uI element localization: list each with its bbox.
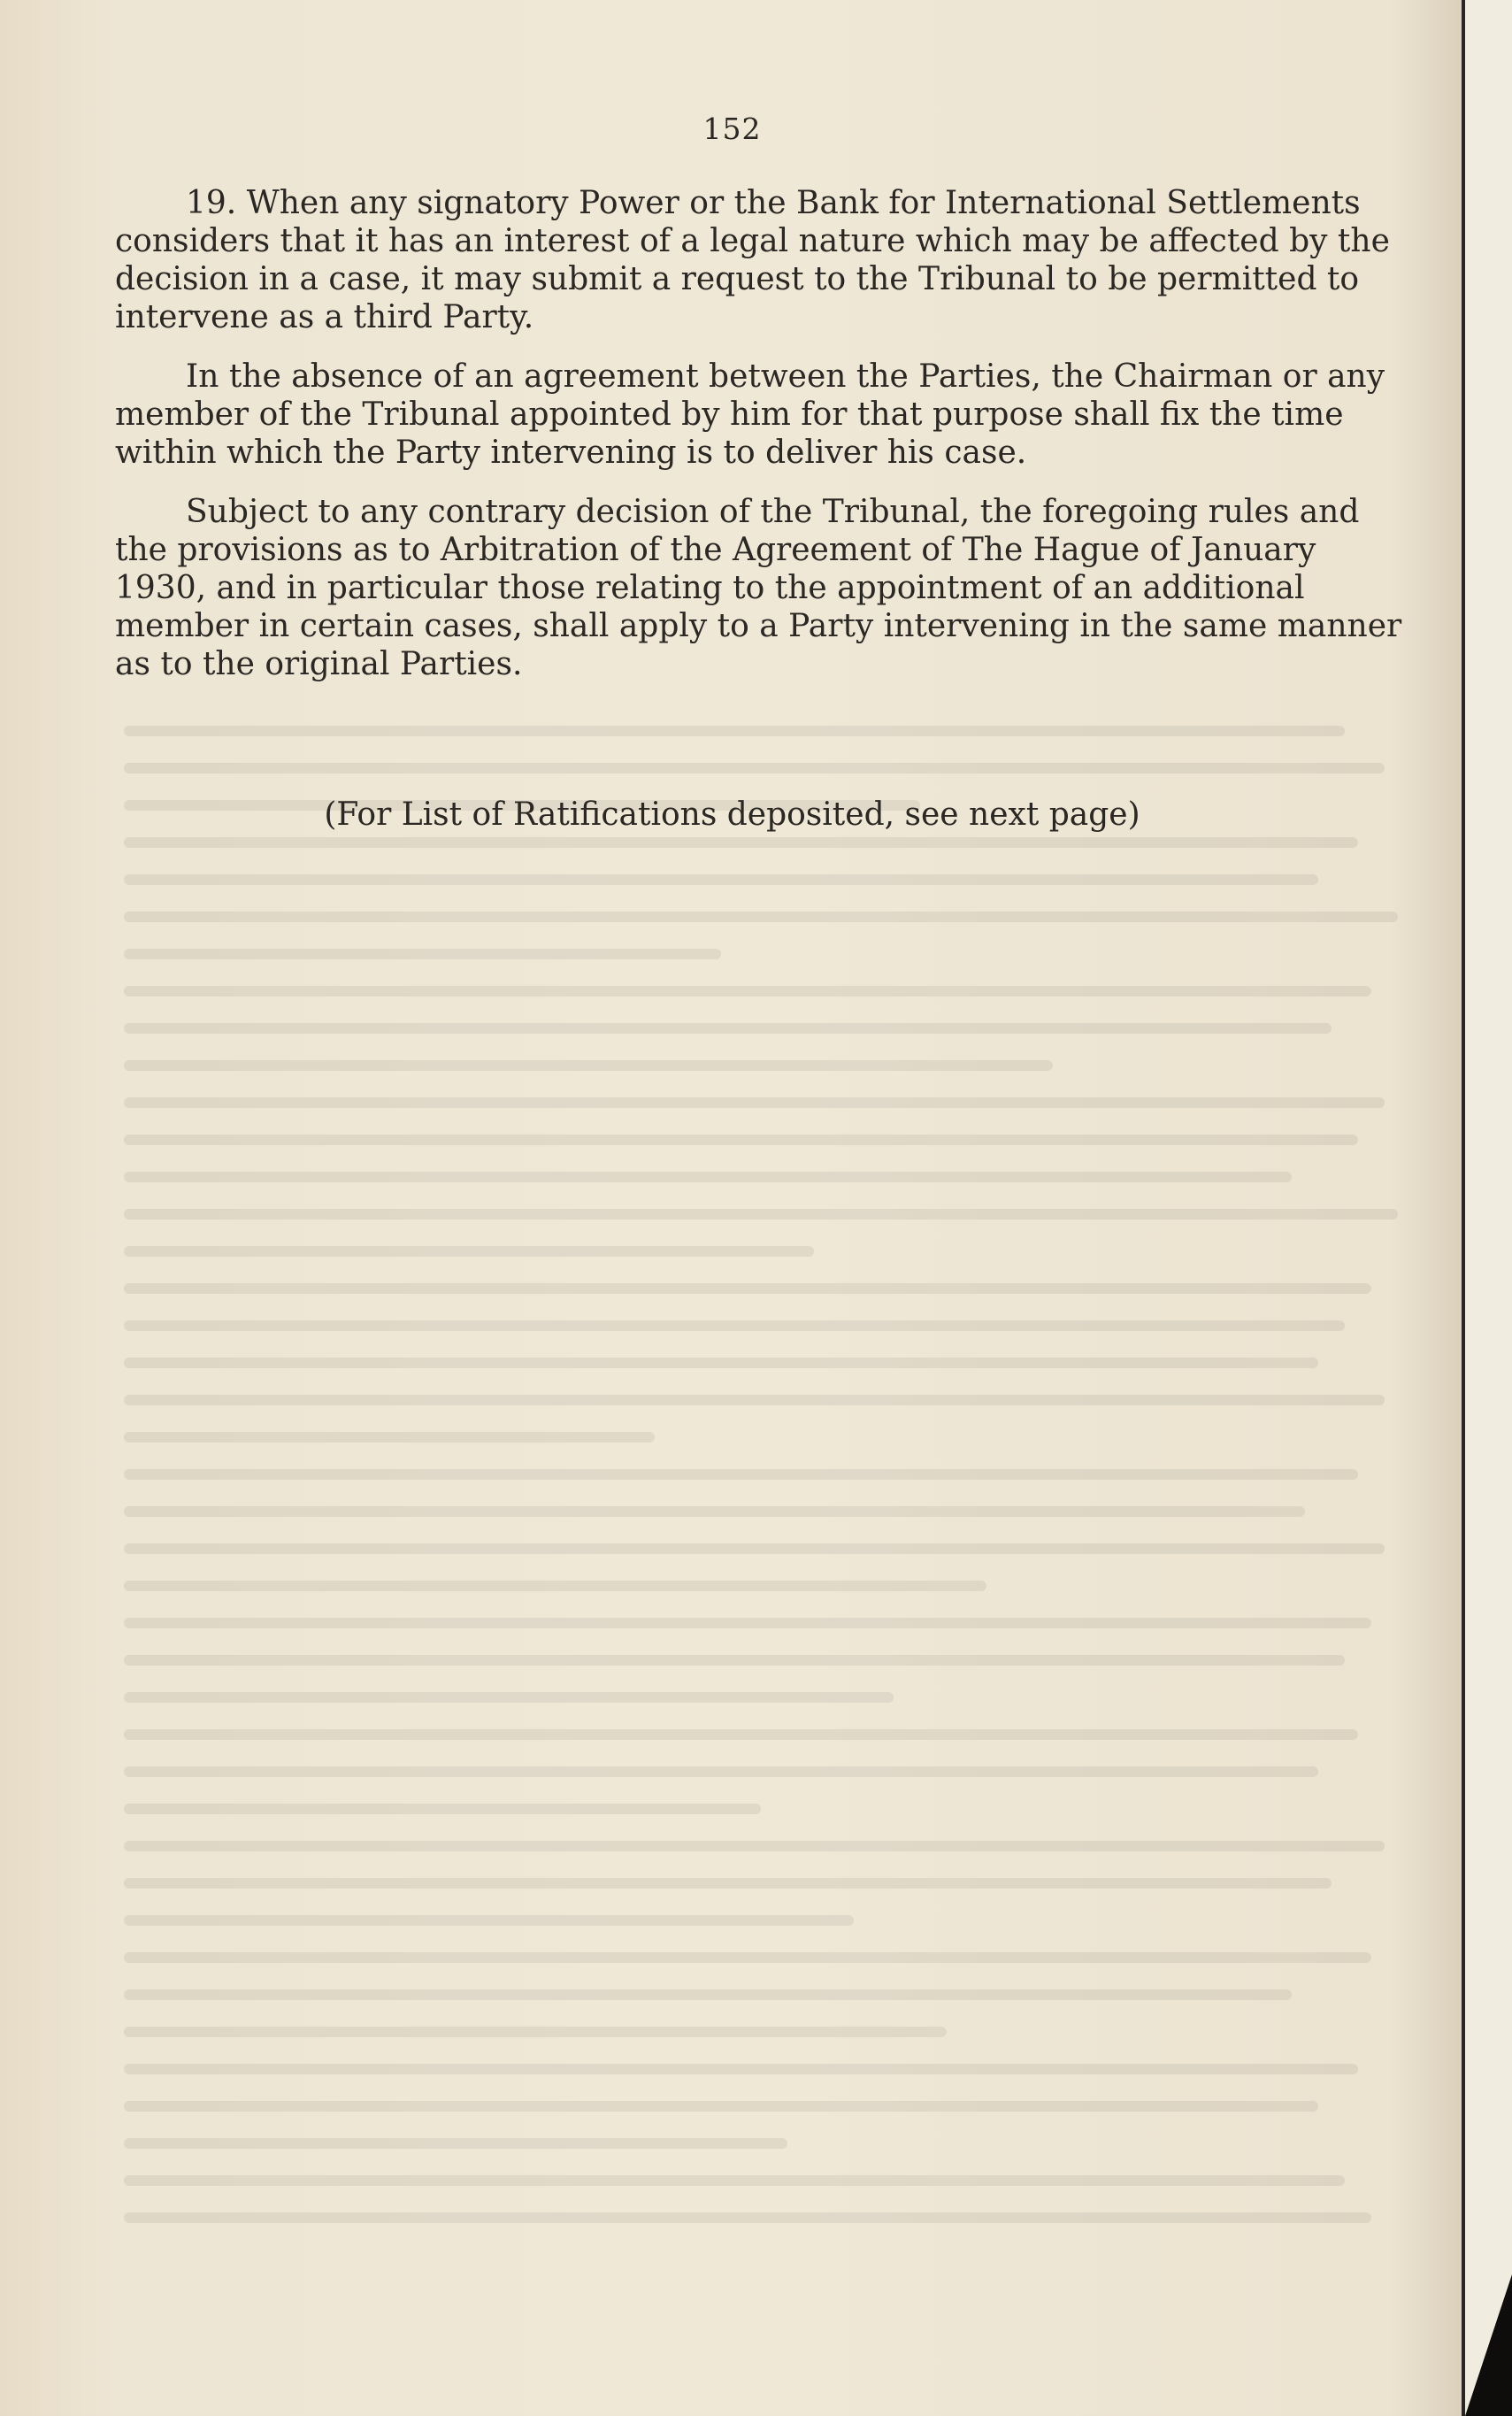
- text-line: within which the Party intervening is to deliver his case.: [115, 435, 1027, 471]
- page-number: 152: [702, 112, 762, 146]
- paragraph-19: [115, 184, 1451, 336]
- bleed-through-texture: [124, 726, 1451, 2319]
- paragraph-time-limit: [115, 358, 1451, 472]
- binding-corner-shadow: [1465, 2274, 1512, 2416]
- text-line: member in certain cases, shall apply to a Party intervening in the same manner: [115, 608, 1402, 644]
- text-line: decision in a case, it may submit a request to the Tribunal to be permitted to: [115, 261, 1360, 297]
- paragraph-application-of-rules: [115, 493, 1451, 683]
- ratifications-note: (For List of Ratifications deposited, see next page): [324, 796, 1140, 833]
- text-line: considers that it has an interest of a legal nature which may be affected by the: [115, 223, 1390, 259]
- text-line: intervene as a third Party.: [115, 299, 534, 335]
- text-line: the provisions as to Arbitration of the Agreement of The Hague of January: [115, 532, 1316, 568]
- text-line: 19. When any signatory Power or the Bank for International Settlements: [186, 185, 1361, 221]
- text-line: as to the original Parties.: [115, 646, 523, 682]
- adjacent-page-strip: [1465, 0, 1512, 2416]
- text-line: member of the Tribunal appointed by him for that purpose shall fix the time: [115, 396, 1344, 433]
- text-line: 1930, and in particular those relating to the appointment of an additional: [115, 570, 1305, 606]
- body-text: [115, 184, 1451, 704]
- text-line: In the absence of an agreement between the Parties, the Chairman or any: [186, 358, 1385, 395]
- text-line: Subject to any contrary decision of the Tribunal, the foregoing rules and: [186, 494, 1360, 530]
